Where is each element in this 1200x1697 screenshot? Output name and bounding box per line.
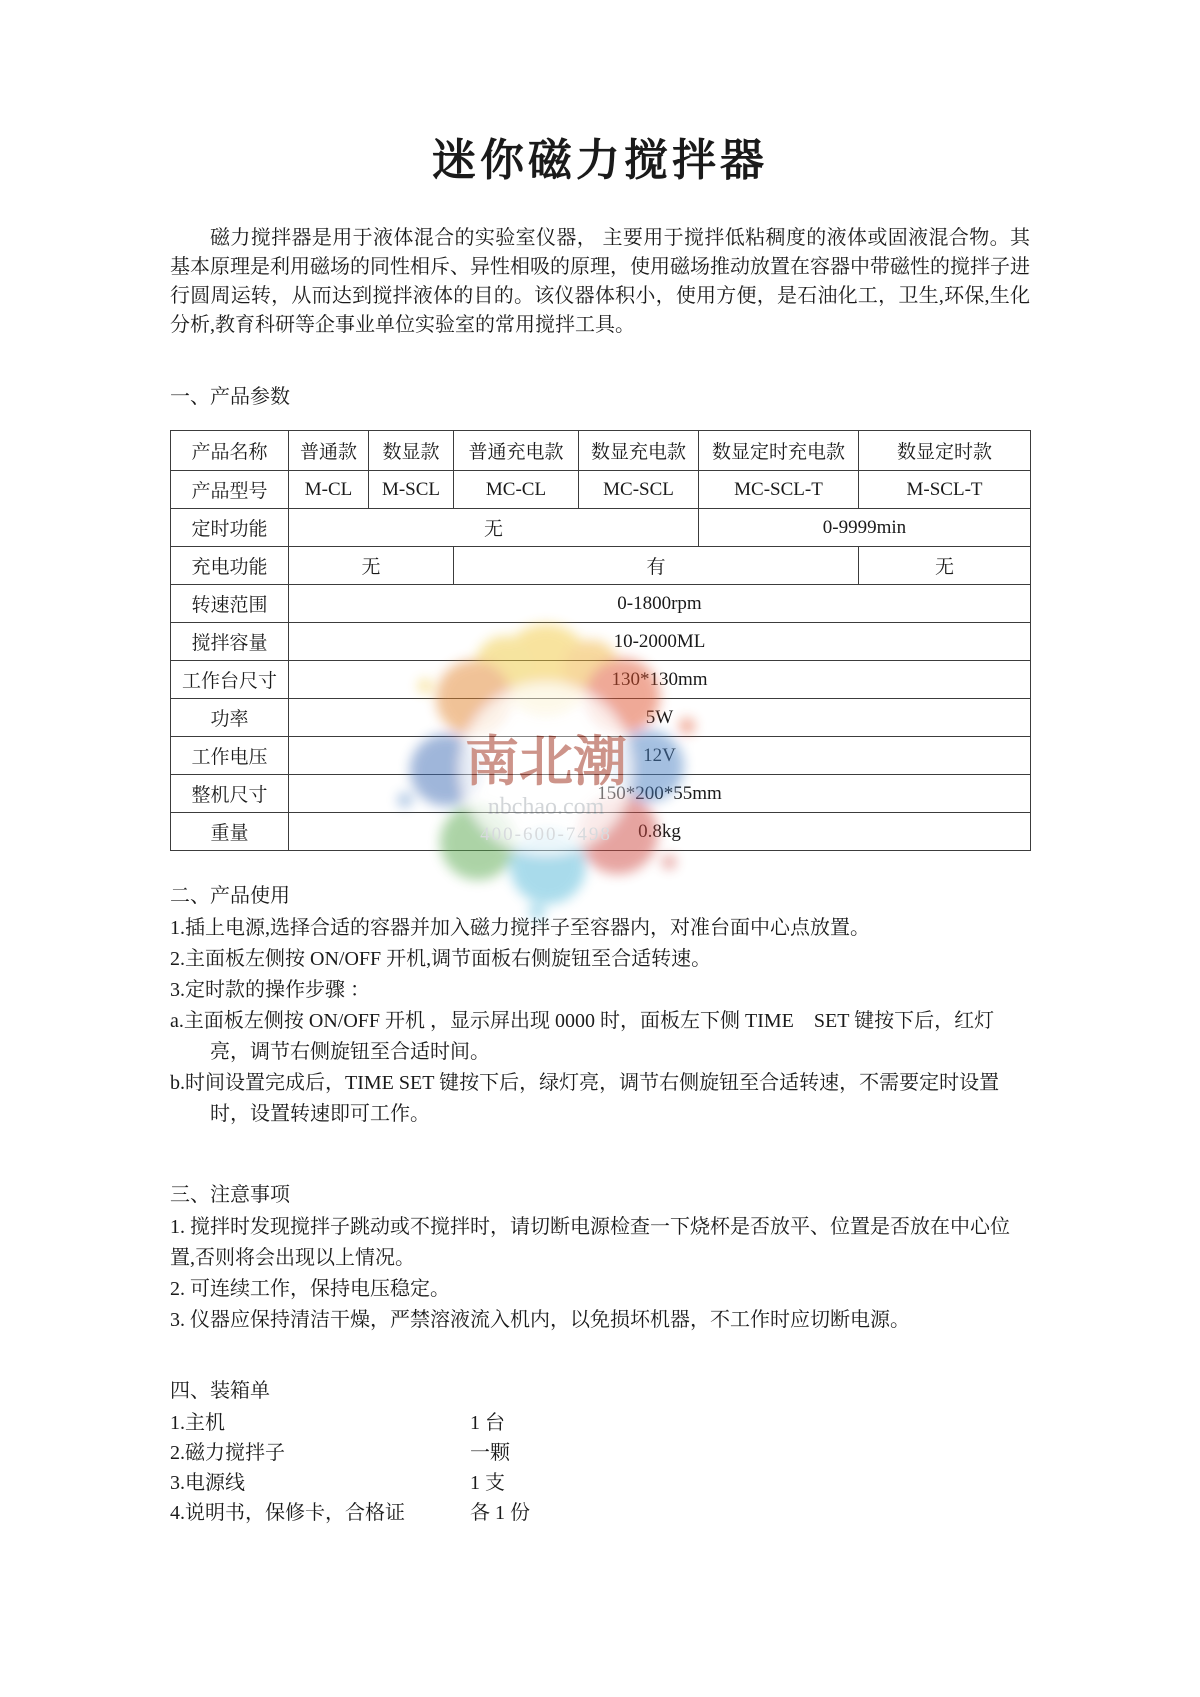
packing-item-name: 3.电源线 (170, 1472, 245, 1494)
table-header-cell: 数显定时充电款 (699, 431, 859, 471)
table-header-cell: 普通充电款 (454, 431, 579, 471)
table-label-cell: 转速范围 (171, 585, 289, 623)
note-line: 1. 搅拌时发现搅拌子跳动或不搅拌时，请切断电源检查一下烧杯是否放平、位置是否放在中心位置,否则将会出现以上情况。 (170, 1216, 1010, 1269)
section-heading-notes: 三、注意事项 (170, 1184, 290, 1206)
table-value-cell: 有 (454, 547, 859, 585)
table-value-cell: 130*130mm (289, 661, 1031, 699)
table-value-cell: 无 (289, 547, 454, 585)
section-heading-packing: 四、装箱单 (170, 1380, 270, 1402)
table-value-cell: MC-SCL-T (699, 471, 859, 509)
note-line: 2. 可连续工作，保持电压稳定。 (170, 1278, 450, 1300)
section-heading-usage: 二、产品使用 (170, 885, 290, 907)
packing-item-name: 1.主机 (170, 1412, 225, 1434)
packing-item (170, 1438, 1030, 1468)
table-value-cell: 12V (289, 737, 1031, 775)
section-heading-params: 一、产品参数 (170, 386, 290, 408)
table-value-cell: 无 (859, 547, 1031, 585)
packing-item-qty: 各 1 份 (470, 1502, 530, 1524)
usage-line: 1.插上电源,选择合适的容器并加入磁力搅拌子至容器内，对准台面中心点放置。 (170, 917, 870, 939)
table-value-cell: M-SCL (369, 471, 454, 509)
watermark-brand-text: 南北潮 (465, 732, 627, 792)
table-header-cell: 产品名称 (171, 431, 289, 471)
note-line: 3. 仪器应保持清洁干燥，严禁溶液流入机内，以免损坏机器，不工作时应切断电源。 (170, 1309, 910, 1331)
table-row (171, 813, 1031, 851)
page-title: 迷你磁力搅拌器 (432, 136, 768, 185)
table-row (171, 661, 1031, 699)
table-header-cell: 数显定时款 (859, 431, 1031, 471)
table-header-cell: 数显款 (369, 431, 454, 471)
table-header-cell: 数显充电款 (579, 431, 699, 471)
usage-line: 2.主面板左侧按 ON/OFF 开机,调节面板右侧旋钮至合适转速。 (170, 948, 712, 970)
table-header-cell: 普通款 (289, 431, 369, 471)
table-row (171, 585, 1031, 623)
usage-section (170, 913, 1030, 1130)
notes-section (170, 1212, 1030, 1336)
packing-item (170, 1408, 1030, 1438)
table-value-cell: 0.8kg (289, 813, 1031, 851)
table-value-cell: M-CL (289, 471, 369, 509)
watermark-phone-text: 400-600-7498 (480, 824, 612, 845)
watermark-domain-text: nbchao.com (487, 794, 605, 820)
packing-item (170, 1468, 1030, 1498)
packing-item-qty: 1 支 (470, 1472, 505, 1494)
packing-item-name: 2.磁力搅拌子 (170, 1442, 285, 1464)
table-row-model (171, 471, 1031, 509)
table-value-cell: 10-2000ML (289, 623, 1031, 661)
table-value-cell: MC-SCL (579, 471, 699, 509)
table-value-cell: MC-CL (454, 471, 579, 509)
table-value-cell: 5W (289, 699, 1031, 737)
table-value-cell: M-SCL-T (859, 471, 1031, 509)
table-label-cell: 功率 (171, 699, 289, 737)
table-label-cell: 定时功能 (171, 509, 289, 547)
table-label-cell: 整机尺寸 (171, 775, 289, 813)
table-row-timer (171, 509, 1031, 547)
table-value-cell: 0-1800rpm (289, 585, 1031, 623)
intro-paragraph: 磁力搅拌器是用于液体混合的实验室仪器， 主要用于搅拌低粘稠度的液体或固液混合物。其基本原理是利用磁场的同性相斥、异性相吸的原理，使用磁场推动放置在容器中带磁性的搅拌子进行圆周运转，从而达到搅拌液体的目的。该仪器体积小，使用方便，是石油化工，卫生,环保,生化分析,教育科研等企事业单位实验室的常用搅拌工具。 (170, 227, 1030, 336)
packing-item-name: 4.说明书，保修卡，合格证 (170, 1502, 405, 1524)
table-row (171, 699, 1031, 737)
table-row-header (171, 431, 1031, 471)
table-value-cell: 0-9999min (699, 509, 1031, 547)
packing-item-qty: 1 台 (470, 1412, 505, 1434)
table-row (171, 623, 1031, 661)
table-row (171, 737, 1031, 775)
table-label-cell: 充电功能 (171, 547, 289, 585)
usage-line: 3.定时款的操作步骤 ： (170, 979, 370, 1001)
table-label-cell: 工作电压 (171, 737, 289, 775)
table-label-cell: 工作台尺寸 (171, 661, 289, 699)
table-row (171, 775, 1031, 813)
table-label-cell: 搅拌容量 (171, 623, 289, 661)
packing-section (170, 1408, 1030, 1528)
table-value-cell: 无 (289, 509, 699, 547)
table-label-cell: 重量 (171, 813, 289, 851)
usage-line: a.主面板左侧按 ON/OFF 开机 ，显示屏出现 0000 时，面板左下侧 TIME SET 键按下后，红灯亮，调节右侧旋钮至合适时间。 (170, 1010, 995, 1063)
table-value-cell: 150*200*55mm (289, 775, 1031, 813)
product-spec-table (170, 430, 1031, 851)
usage-line: b.时间设置完成后，TIME SET 键按下后，绿灯亮，调节右侧旋钮至合适转速，不需要定时设置时，设置转速即可工作。 (170, 1072, 1000, 1125)
table-row-charge (171, 547, 1031, 585)
table-label-cell: 产品型号 (171, 471, 289, 509)
packing-item-qty: 一颗 (470, 1442, 510, 1464)
packing-item (170, 1498, 1030, 1528)
